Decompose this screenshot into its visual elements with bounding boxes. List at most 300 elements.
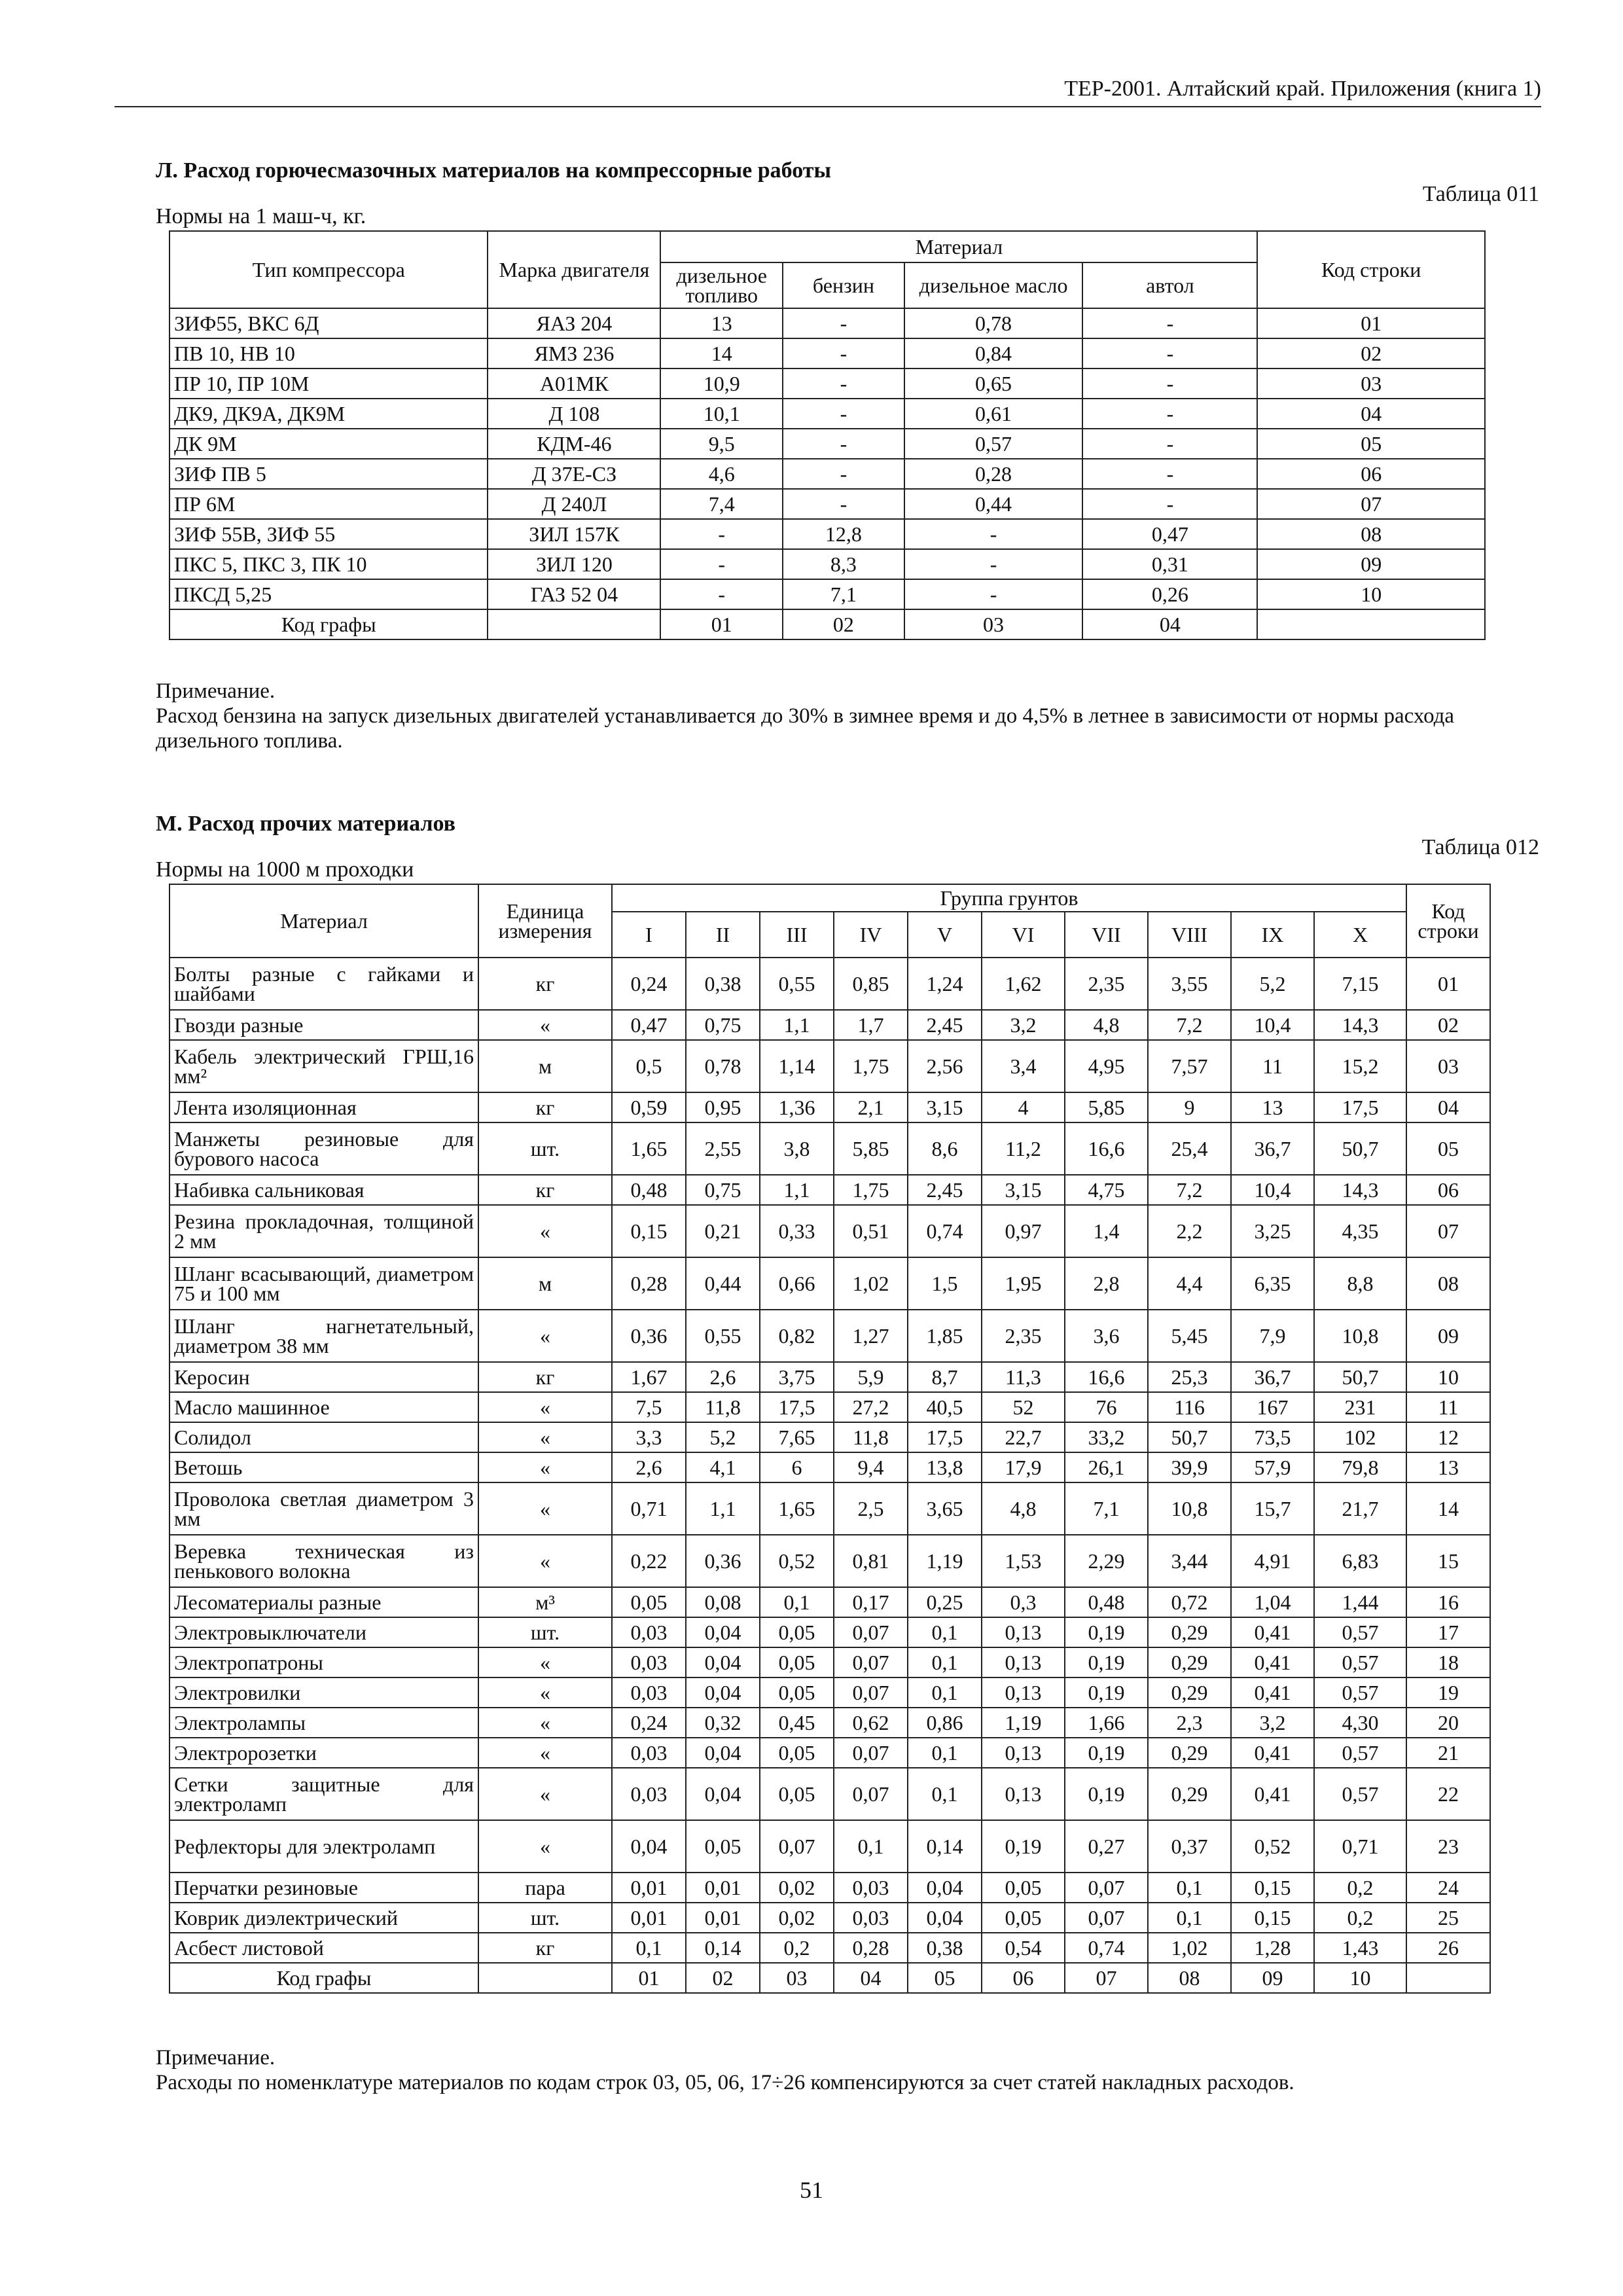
table-cell: 0,13 — [982, 1647, 1065, 1677]
table-cell: 4,95 — [1065, 1040, 1148, 1092]
table-cell: 3,6 — [1065, 1310, 1148, 1362]
table-cell: 16,6 — [1065, 1122, 1148, 1175]
table-cell: 2,35 — [1065, 958, 1148, 1010]
col-group-soil: Группа грунтов — [612, 884, 1406, 912]
table-row — [169, 459, 1485, 489]
table-cell: 0,05 — [760, 1768, 834, 1820]
table-cell: 7,57 — [1148, 1040, 1231, 1092]
row-code: 16 — [1406, 1587, 1490, 1617]
table-cell: 15,2 — [1314, 1040, 1406, 1092]
table-cell: 1,19 — [908, 1535, 982, 1587]
table-cell: 0,02 — [760, 1873, 834, 1903]
table-cell: 0,97 — [982, 1205, 1065, 1257]
table-cell: 0,07 — [834, 1677, 908, 1708]
material-name: Шланг всасывающий, диаметром 75 и 100 мм — [169, 1257, 478, 1310]
table-cell: 10,9 — [660, 368, 783, 399]
compressor-fuel-table — [169, 230, 1486, 640]
material-name: Электролампы — [169, 1708, 478, 1738]
table-row — [169, 1738, 1490, 1768]
table-cell: 2,29 — [1065, 1535, 1148, 1587]
table-cell: 167 — [1231, 1392, 1314, 1422]
table-cell: 0,29 — [1148, 1768, 1231, 1820]
table-cell: ЗИФ 55В, ЗИФ 55 — [169, 519, 488, 549]
table-cell: - — [783, 399, 904, 429]
row-code: 15 — [1406, 1535, 1490, 1587]
table-cell: 0,52 — [760, 1535, 834, 1587]
table-cell: 102 — [1314, 1422, 1406, 1452]
table-cell: 2,45 — [908, 1010, 982, 1040]
unit-cell: м — [478, 1040, 612, 1092]
row-code: 18 — [1406, 1647, 1490, 1677]
table-cell: 0,55 — [686, 1310, 760, 1362]
empty-cell — [1406, 1963, 1490, 1993]
table-cell: 7,1 — [783, 579, 904, 609]
table-cell: - — [1082, 489, 1257, 519]
table-cell: 3,15 — [908, 1092, 982, 1122]
table-cell: 02 — [1257, 338, 1485, 368]
row-code: 10 — [1406, 1362, 1490, 1392]
table-cell: 0,41 — [1231, 1677, 1314, 1708]
page-number: 51 — [800, 2177, 823, 2203]
table-cell: 12,8 — [783, 519, 904, 549]
table-cell: 0,29 — [1148, 1677, 1231, 1708]
table-cell: Д 240Л — [488, 489, 660, 519]
table-cell: 0,29 — [1148, 1738, 1231, 1768]
material-name: Электровилки — [169, 1677, 478, 1708]
table-cell: 1,85 — [908, 1310, 982, 1362]
col-soil-group: III — [760, 912, 834, 958]
table-cell: 0,44 — [686, 1257, 760, 1310]
material-name: Резина прокладочная, толщиной 2 мм — [169, 1205, 478, 1257]
table-row — [169, 1122, 1490, 1175]
table-cell: 0,04 — [686, 1647, 760, 1677]
table-cell: 3,2 — [1231, 1708, 1314, 1738]
table-cell: 3,2 — [982, 1010, 1065, 1040]
col-soil-group: VIII — [1148, 912, 1231, 958]
table-cell: 0,07 — [834, 1738, 908, 1768]
table-cell: 0,14 — [908, 1820, 982, 1873]
table-cell: 4 — [982, 1092, 1065, 1122]
table-cell: 0,61 — [904, 399, 1083, 429]
unit-cell: « — [478, 1482, 612, 1535]
table-cell: 4,8 — [1065, 1010, 1148, 1040]
table-row — [169, 958, 1490, 1010]
table-cell: 0,41 — [1231, 1738, 1314, 1768]
table-cell: 0,01 — [612, 1903, 686, 1933]
table-cell: 0,05 — [982, 1873, 1065, 1903]
table-cell: 0,36 — [686, 1535, 760, 1587]
table-cell: 0,1 — [612, 1933, 686, 1963]
table-cell: 0,14 — [686, 1933, 760, 1963]
table-cell: 3,55 — [1148, 958, 1231, 1010]
table-row — [169, 338, 1485, 368]
table-cell: ЗИФ55, ВКС 6Д — [169, 308, 488, 338]
table-cell: 8,3 — [783, 549, 904, 579]
column-code: 09 — [1231, 1963, 1314, 1993]
table-cell: - — [783, 338, 904, 368]
table-cell: ЗИЛ 120 — [488, 549, 660, 579]
table-cell: 4,1 — [686, 1452, 760, 1482]
table-cell: 0,1 — [908, 1768, 982, 1820]
table-cell: 0,62 — [834, 1708, 908, 1738]
empty-cell — [1257, 609, 1485, 639]
table-cell: 52 — [982, 1392, 1065, 1422]
table-cell: 0,13 — [982, 1617, 1065, 1647]
table-cell: 0,55 — [760, 958, 834, 1010]
table-cell: 5,2 — [686, 1422, 760, 1452]
material-name: Электророзетки — [169, 1738, 478, 1768]
row-code: 26 — [1406, 1933, 1490, 1963]
table-cell: 0,5 — [612, 1040, 686, 1092]
table-cell: 22,7 — [982, 1422, 1065, 1452]
table-cell: 0,03 — [834, 1903, 908, 1933]
table-cell: 1,19 — [982, 1708, 1065, 1738]
table-cell: 0,17 — [834, 1587, 908, 1617]
table-cell: 21,7 — [1314, 1482, 1406, 1535]
table-cell: 3,15 — [982, 1175, 1065, 1205]
unit-cell: пара — [478, 1873, 612, 1903]
unit-cell: « — [478, 1708, 612, 1738]
unit-cell: « — [478, 1010, 612, 1040]
table-cell: 79,8 — [1314, 1452, 1406, 1482]
table-cell: 0,86 — [908, 1708, 982, 1738]
note-text: Расход бензина на запуск дизельных двигателей устанавливается до 30% в зимнее время и до 4,5% в летнее в зависимости от нормы расхода дизельного топлива. — [156, 704, 1455, 753]
table-row — [169, 1535, 1490, 1587]
table-cell: 4,6 — [660, 459, 783, 489]
table-cell: 3,8 — [760, 1122, 834, 1175]
table-cell: 1,65 — [760, 1482, 834, 1535]
table-row — [169, 429, 1485, 459]
table-cell: 0,84 — [904, 338, 1083, 368]
col-soil-group: VII — [1065, 912, 1148, 958]
section-m-norms: Нормы на 1000 м проходки — [156, 857, 414, 882]
table-cell: 14,3 — [1314, 1175, 1406, 1205]
column-codes-row — [169, 609, 1485, 639]
table-cell: 10,8 — [1314, 1310, 1406, 1362]
section-m-title: М. Расход прочих материалов — [156, 812, 456, 836]
table-cell: 3,44 — [1148, 1535, 1231, 1587]
table-cell: 0,24 — [612, 1708, 686, 1738]
table-cell: 27,2 — [834, 1392, 908, 1422]
table-cell: 4,91 — [1231, 1535, 1314, 1587]
table-cell: 2,2 — [1148, 1205, 1231, 1257]
table-cell: 10,4 — [1231, 1175, 1314, 1205]
row-code: 20 — [1406, 1708, 1490, 1738]
table-cell: 11 — [1231, 1040, 1314, 1092]
table-cell: 0,44 — [904, 489, 1083, 519]
table-cell: 3,65 — [908, 1482, 982, 1535]
running-header: ТЕР-2001. Алтайский край. Приложения (книга 1) — [115, 72, 1541, 107]
table-cell: 0,47 — [1082, 519, 1257, 549]
col-soil-group: I — [612, 912, 686, 958]
table-cell: 0,28 — [612, 1257, 686, 1310]
unit-cell: шт. — [478, 1122, 612, 1175]
table-cell: 0,71 — [612, 1482, 686, 1535]
table-cell: 0,1 — [1148, 1873, 1231, 1903]
table-cell: 0,32 — [686, 1708, 760, 1738]
table-cell: 1,02 — [834, 1257, 908, 1310]
table-012-label: Таблица 012 — [1421, 835, 1539, 859]
table-row — [169, 1587, 1490, 1617]
unit-cell: « — [478, 1535, 612, 1587]
table-cell: 0,07 — [834, 1768, 908, 1820]
table-cell: 2,8 — [1065, 1257, 1148, 1310]
table-cell: 0,38 — [908, 1933, 982, 1963]
table-cell: Д 108 — [488, 399, 660, 429]
table-cell: 0,03 — [612, 1738, 686, 1768]
table-cell: 0,1 — [1148, 1903, 1231, 1933]
row-code: 08 — [1406, 1257, 1490, 1310]
table-row — [169, 549, 1485, 579]
table-cell: 36,7 — [1231, 1362, 1314, 1392]
table-cell: 5,2 — [1231, 958, 1314, 1010]
empty-cell — [478, 1963, 612, 1993]
table-row — [169, 1903, 1490, 1933]
table-cell: 8,6 — [908, 1122, 982, 1175]
table-cell: 1,1 — [760, 1010, 834, 1040]
table-cell: - — [783, 429, 904, 459]
table-cell: 0,28 — [904, 459, 1083, 489]
table-cell: 0,04 — [908, 1873, 982, 1903]
table-cell: 0,19 — [982, 1820, 1065, 1873]
section-m-note — [115, 2045, 1541, 2095]
table-row — [169, 368, 1485, 399]
table-cell: 7,2 — [1148, 1010, 1231, 1040]
table-cell: 06 — [1257, 459, 1485, 489]
material-name: Перчатки резиновые — [169, 1873, 478, 1903]
table-cell: 0,19 — [1065, 1617, 1148, 1647]
table-cell: 4,8 — [982, 1482, 1065, 1535]
table-cell: 0,19 — [1065, 1738, 1148, 1768]
table-cell: 11,8 — [834, 1422, 908, 1452]
table-cell: - — [660, 519, 783, 549]
column-codes-row — [169, 1963, 1490, 1993]
table-row — [169, 1617, 1490, 1647]
table-cell: - — [904, 549, 1083, 579]
table-cell: 0,21 — [686, 1205, 760, 1257]
table-cell: 0,1 — [908, 1617, 982, 1647]
table-row — [169, 1205, 1490, 1257]
note-text: Расходы по номенклатуре материалов по кодам строк 03, 05, 06, 17÷26 компенсируются за счет статей накладных расходов. — [156, 2071, 1294, 2094]
table-cell: 1,75 — [834, 1040, 908, 1092]
table-cell: 0,82 — [760, 1310, 834, 1362]
table-cell: 9,4 — [834, 1452, 908, 1482]
table-cell: 25,3 — [1148, 1362, 1231, 1392]
table-cell: 0,05 — [760, 1738, 834, 1768]
material-name: Манжеты резиновые для бурового насоса — [169, 1122, 478, 1175]
table-cell: 0,15 — [1231, 1873, 1314, 1903]
table-cell: 5,85 — [1065, 1092, 1148, 1122]
table-cell: - — [783, 308, 904, 338]
material-name: Лента изоляционная — [169, 1092, 478, 1122]
table-cell: 1,44 — [1314, 1587, 1406, 1617]
table-cell: 0,04 — [686, 1768, 760, 1820]
table-cell: 0,07 — [1065, 1903, 1148, 1933]
material-name: Сетки защитные для электроламп — [169, 1768, 478, 1820]
table-cell: 0,48 — [612, 1175, 686, 1205]
table-cell: 3,4 — [982, 1040, 1065, 1092]
table-cell: - — [1082, 338, 1257, 368]
table-cell: 11,2 — [982, 1122, 1065, 1175]
table-cell: 10,1 — [660, 399, 783, 429]
column-code: 01 — [612, 1963, 686, 1993]
column-code: 03 — [904, 609, 1083, 639]
col-petrol: бензин — [783, 262, 904, 308]
table-cell: 0,25 — [908, 1587, 982, 1617]
table-cell: 0,65 — [904, 368, 1083, 399]
table-row — [169, 489, 1485, 519]
material-name: Проволока светлая диаметром 3 мм — [169, 1482, 478, 1535]
row-code: 03 — [1406, 1040, 1490, 1092]
table-cell: ДК9, ДК9А, ДК9М — [169, 399, 488, 429]
table-cell: 0,33 — [760, 1205, 834, 1257]
table-cell: 1,1 — [686, 1482, 760, 1535]
table-cell: 0,03 — [612, 1647, 686, 1677]
table-cell: - — [1082, 308, 1257, 338]
material-name: Рефлекторы для электроламп — [169, 1820, 478, 1873]
table-cell: 1,43 — [1314, 1933, 1406, 1963]
table-cell: 39,9 — [1148, 1452, 1231, 1482]
table-cell: 0,29 — [1148, 1617, 1231, 1647]
column-code: 01 — [660, 609, 783, 639]
table-cell: 0,05 — [760, 1647, 834, 1677]
table-cell: ЗИФ ПВ 5 — [169, 459, 488, 489]
table-cell: 0,19 — [1065, 1677, 1148, 1708]
table-cell: 7,4 — [660, 489, 783, 519]
table-row — [169, 1708, 1490, 1738]
table-cell: 0,28 — [834, 1933, 908, 1963]
table-cell: 0,54 — [982, 1933, 1065, 1963]
column-code: 04 — [1082, 609, 1257, 639]
table-cell: 50,7 — [1314, 1122, 1406, 1175]
table-row — [169, 1092, 1490, 1122]
table-cell: 33,2 — [1065, 1422, 1148, 1452]
table-row — [169, 399, 1485, 429]
table-cell: 0,48 — [1065, 1587, 1148, 1617]
table-cell: 0,59 — [612, 1092, 686, 1122]
table-cell: ПВ 10, НВ 10 — [169, 338, 488, 368]
table-row — [169, 1040, 1490, 1092]
table-cell: 17,9 — [982, 1452, 1065, 1482]
table-cell: - — [1082, 459, 1257, 489]
unit-cell: кг — [478, 958, 612, 1010]
table-cell: 2,1 — [834, 1092, 908, 1122]
table-cell: 17,5 — [760, 1392, 834, 1422]
unit-cell: « — [478, 1647, 612, 1677]
table-cell: - — [660, 549, 783, 579]
table-cell: 2,55 — [686, 1122, 760, 1175]
col-soil-group: VI — [982, 912, 1065, 958]
table-cell: - — [660, 579, 783, 609]
col-row-code: Код строки — [1406, 884, 1490, 958]
row-code: 04 — [1406, 1092, 1490, 1122]
table-cell: Д 37Е-СЗ — [488, 459, 660, 489]
unit-cell: « — [478, 1422, 612, 1452]
row-code: 13 — [1406, 1452, 1490, 1482]
table-cell: 3,25 — [1231, 1205, 1314, 1257]
table-cell: 17,5 — [908, 1422, 982, 1452]
table-cell: 11,8 — [686, 1392, 760, 1422]
table-cell: 14,3 — [1314, 1010, 1406, 1040]
table-cell: 14 — [660, 338, 783, 368]
table-cell: 7,5 — [612, 1392, 686, 1422]
column-codes-label: Код графы — [169, 1963, 478, 1993]
table-cell: 0,29 — [1148, 1647, 1231, 1677]
material-name: Гвозди разные — [169, 1010, 478, 1040]
note-title: Примечание. — [156, 679, 276, 703]
row-code: 06 — [1406, 1175, 1490, 1205]
table-cell: 26,1 — [1065, 1452, 1148, 1482]
column-code: 06 — [982, 1963, 1065, 1993]
table-cell: 7,9 — [1231, 1310, 1314, 1362]
table-cell: 1,1 — [760, 1175, 834, 1205]
table-cell: ЗИЛ 157К — [488, 519, 660, 549]
col-row-code: Код строки — [1257, 231, 1485, 308]
table-cell: - — [904, 519, 1083, 549]
table-cell: 0,74 — [1065, 1933, 1148, 1963]
table-cell: 0,19 — [1065, 1647, 1148, 1677]
table-cell: 50,7 — [1314, 1362, 1406, 1392]
table-row — [169, 1820, 1490, 1873]
table-cell: 0,15 — [612, 1205, 686, 1257]
table-cell: 08 — [1257, 519, 1485, 549]
table-cell: 0,45 — [760, 1708, 834, 1738]
material-name: Масло машинное — [169, 1392, 478, 1422]
material-name: Шланг нагнетательный, диаметром 38 мм — [169, 1310, 478, 1362]
table-cell: 0,13 — [982, 1677, 1065, 1708]
column-code: 02 — [783, 609, 904, 639]
table-cell: 7,1 — [1065, 1482, 1148, 1535]
table-cell: 0,01 — [686, 1903, 760, 1933]
table-cell: 03 — [1257, 368, 1485, 399]
table-cell: 7,2 — [1148, 1175, 1231, 1205]
col-group-material: Материал — [660, 231, 1257, 262]
table-cell: 2,5 — [834, 1482, 908, 1535]
unit-cell: кг — [478, 1175, 612, 1205]
table-cell: 04 — [1257, 399, 1485, 429]
row-code: 02 — [1406, 1010, 1490, 1040]
table-cell: 10,4 — [1231, 1010, 1314, 1040]
row-code: 14 — [1406, 1482, 1490, 1535]
table-cell: 0,1 — [834, 1820, 908, 1873]
table-cell: - — [1082, 399, 1257, 429]
table-row — [169, 308, 1485, 338]
col-soil-group: V — [908, 912, 982, 958]
table-cell: 13,8 — [908, 1452, 982, 1482]
row-code: 24 — [1406, 1873, 1490, 1903]
table-cell: 1,14 — [760, 1040, 834, 1092]
table-cell: КДМ-46 — [488, 429, 660, 459]
unit-cell: « — [478, 1820, 612, 1873]
material-name: Лесоматериалы разные — [169, 1587, 478, 1617]
table-cell: 09 — [1257, 549, 1485, 579]
unit-cell: м³ — [478, 1587, 612, 1617]
table-cell: 10 — [1257, 579, 1485, 609]
column-code: 04 — [834, 1963, 908, 1993]
table-cell: 0,1 — [908, 1647, 982, 1677]
table-cell: 0,95 — [686, 1092, 760, 1122]
table-cell: 0,02 — [760, 1903, 834, 1933]
table-cell: 0,05 — [982, 1903, 1065, 1933]
table-cell: 0,07 — [834, 1647, 908, 1677]
table-cell: - — [1082, 429, 1257, 459]
col-soil-group: IV — [834, 912, 908, 958]
material-name: Кабель электрический ГРШ,16 мм² — [169, 1040, 478, 1092]
table-row — [169, 1010, 1490, 1040]
table-cell: 0,2 — [1314, 1873, 1406, 1903]
column-code: 02 — [686, 1963, 760, 1993]
table-row — [169, 1392, 1490, 1422]
